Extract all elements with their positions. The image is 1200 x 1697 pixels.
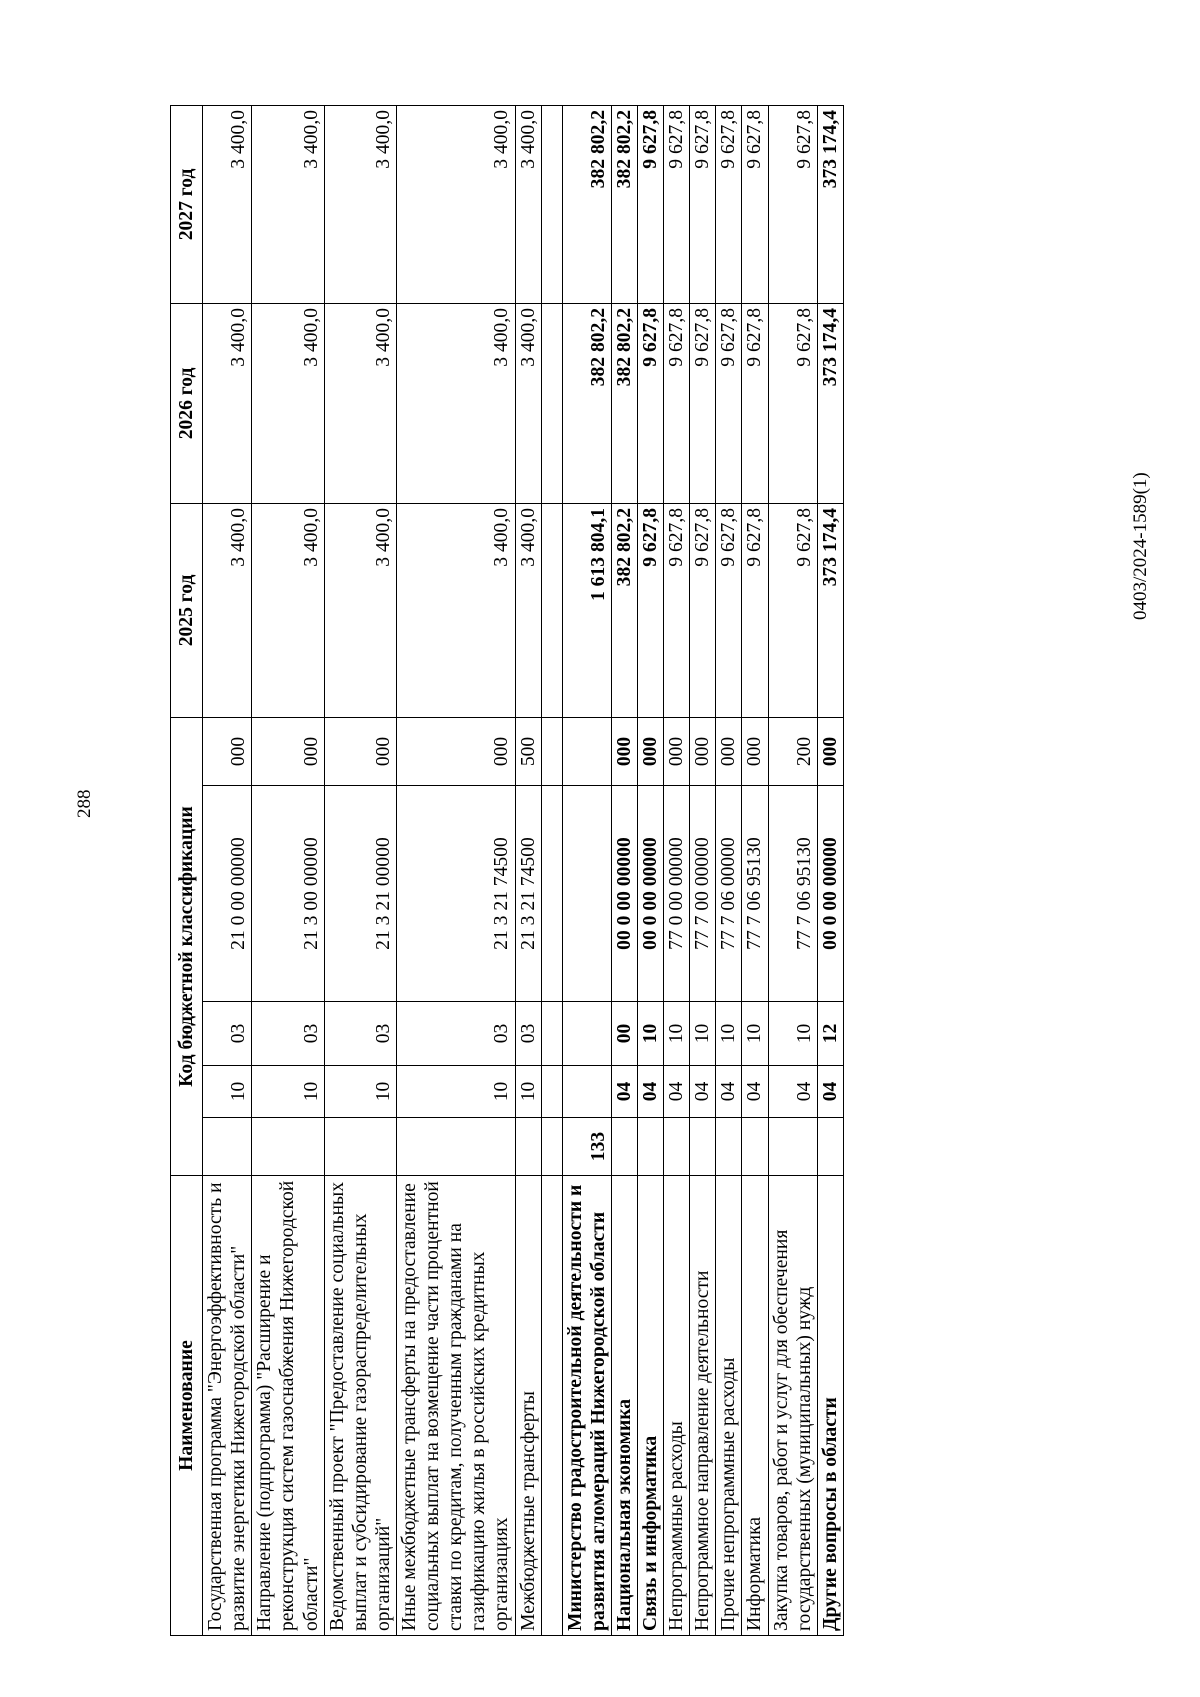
code-ministry <box>817 1118 843 1176</box>
value-2025: 1 613 804,1 <box>562 503 611 717</box>
code-section: 10 <box>252 1066 324 1118</box>
code-target: 77 7 06 95130 <box>742 786 768 1002</box>
value-2026: 9 627,8 <box>664 303 690 503</box>
header-2027: 2027 год <box>171 105 203 303</box>
value-2026: 373 174,4 <box>817 303 843 503</box>
code-section: 04 <box>611 1066 637 1118</box>
row-name: Непрограммные расходы <box>664 1176 690 1636</box>
code-target: 77 7 00 00000 <box>690 786 716 1002</box>
code-expense-type <box>562 717 611 785</box>
code-section: 10 <box>515 1066 541 1118</box>
header-name: Наименование <box>171 1176 203 1636</box>
row-name: Межбюджетные трансферты <box>515 1176 541 1636</box>
code-subsection: 03 <box>515 1002 541 1066</box>
code-ministry <box>664 1118 690 1176</box>
value-2026: 9 627,8 <box>768 303 817 503</box>
value-2025: 9 627,8 <box>716 503 742 717</box>
value-2026: 9 627,8 <box>716 303 742 503</box>
header-2026: 2026 год <box>171 303 203 503</box>
code-expense-type: 000 <box>742 717 768 785</box>
row-name: Иные межбюджетные трансферты на предоставление социальных выплат на возмещение части процентной ставки по кредитам, полученным гражданами на газификацию жилья в российских кредитных организациях <box>396 1176 515 1636</box>
value-2027: 382 802,2 <box>562 105 611 303</box>
empty-cell <box>541 503 562 717</box>
value-2027: 373 174,4 <box>817 105 843 303</box>
row-name: Государственная программа "Энергоэффективность и развитие энергетики Нижегородской области" <box>203 1176 252 1636</box>
code-subsection: 10 <box>690 1002 716 1066</box>
code-section: 10 <box>324 1066 396 1118</box>
value-2027: 9 627,8 <box>742 105 768 303</box>
code-expense-type: 000 <box>637 717 663 785</box>
code-ministry <box>690 1118 716 1176</box>
code-subsection: 10 <box>637 1002 663 1066</box>
empty-cell <box>541 303 562 503</box>
code-target: 00 0 00 00000 <box>637 786 663 1002</box>
code-subsection: 10 <box>768 1002 817 1066</box>
code-target: 77 7 06 95130 <box>768 786 817 1002</box>
code-target: 77 0 00 00000 <box>664 786 690 1002</box>
row-name: Прочие непрограммные расходы <box>716 1176 742 1636</box>
code-expense-type: 000 <box>817 717 843 785</box>
row-name: Другие вопросы в области <box>817 1176 843 1636</box>
code-ministry <box>742 1118 768 1176</box>
value-2025: 9 627,8 <box>742 503 768 717</box>
code-target: 21 0 00 00000 <box>203 786 252 1002</box>
row-name: Закупка товаров, работ и услуг для обеспечения государственных (муниципальных) нужд <box>768 1176 817 1636</box>
code-ministry <box>396 1118 515 1176</box>
value-2027: 9 627,8 <box>690 105 716 303</box>
code-target: 77 7 06 00000 <box>716 786 742 1002</box>
row-name: Связь и информатика <box>637 1176 663 1636</box>
empty-cell <box>541 786 562 1002</box>
value-2027: 382 802,2 <box>611 105 637 303</box>
value-2025: 9 627,8 <box>690 503 716 717</box>
table-row <box>515 105 541 1635</box>
code-target: 21 3 00 00000 <box>252 786 324 1002</box>
table-row <box>716 105 742 1635</box>
code-expense-type: 000 <box>664 717 690 785</box>
code-target: 00 0 00 00000 <box>611 786 637 1002</box>
value-2025: 3 400,0 <box>324 503 396 717</box>
table-row <box>817 105 843 1635</box>
code-section: 04 <box>637 1066 663 1118</box>
code-ministry <box>637 1118 663 1176</box>
row-name: Министерство градостроительной деятельности и развития агломераций Нижегородской области <box>562 1176 611 1636</box>
table-row <box>768 105 817 1635</box>
value-2025: 373 174,4 <box>817 503 843 717</box>
code-subsection: 03 <box>324 1002 396 1066</box>
code-target <box>562 786 611 1002</box>
empty-cell <box>541 1118 562 1176</box>
code-section: 04 <box>690 1066 716 1118</box>
code-target: 21 3 21 00000 <box>324 786 396 1002</box>
code-subsection: 10 <box>664 1002 690 1066</box>
value-2026: 382 802,2 <box>562 303 611 503</box>
value-2027: 3 400,0 <box>396 105 515 303</box>
value-2026: 3 400,0 <box>324 303 396 503</box>
value-2026: 3 400,0 <box>252 303 324 503</box>
code-target: 00 0 00 00000 <box>817 786 843 1002</box>
code-expense-type: 000 <box>716 717 742 785</box>
value-2025: 9 627,8 <box>637 503 663 717</box>
empty-cell <box>541 717 562 785</box>
header-2025: 2025 год <box>171 503 203 717</box>
table-row <box>252 105 324 1635</box>
code-section: 04 <box>817 1066 843 1118</box>
document-code: 0403/2024-1589(1) <box>1130 472 1151 620</box>
code-expense-type: 000 <box>324 717 396 785</box>
value-2026: 9 627,8 <box>742 303 768 503</box>
code-ministry <box>324 1118 396 1176</box>
spacer-row <box>541 105 562 1635</box>
value-2025: 3 400,0 <box>396 503 515 717</box>
table-row <box>611 105 637 1635</box>
budget-table <box>170 105 844 1636</box>
value-2026: 3 400,0 <box>203 303 252 503</box>
code-section: 04 <box>742 1066 768 1118</box>
value-2026: 382 802,2 <box>611 303 637 503</box>
row-name: Информатика <box>742 1176 768 1636</box>
rotated-table-container <box>170 106 1060 1636</box>
code-expense-type: 000 <box>252 717 324 785</box>
empty-cell <box>541 1176 562 1636</box>
value-2025: 3 400,0 <box>203 503 252 717</box>
table-row <box>742 105 768 1635</box>
row-name: Национальная экономика <box>611 1176 637 1636</box>
value-2025: 9 627,8 <box>664 503 690 717</box>
code-target: 21 3 21 74500 <box>515 786 541 1002</box>
header-row <box>171 105 203 1635</box>
row-name: Непрограммное направление деятельности <box>690 1176 716 1636</box>
value-2026: 9 627,8 <box>637 303 663 503</box>
code-section: 04 <box>664 1066 690 1118</box>
code-subsection: 03 <box>203 1002 252 1066</box>
value-2026: 3 400,0 <box>396 303 515 503</box>
code-subsection: 10 <box>716 1002 742 1066</box>
table-row <box>324 105 396 1635</box>
code-expense-type: 000 <box>203 717 252 785</box>
table-row <box>203 105 252 1635</box>
value-2027: 3 400,0 <box>324 105 396 303</box>
table-row <box>562 105 611 1635</box>
value-2026: 9 627,8 <box>690 303 716 503</box>
code-ministry <box>611 1118 637 1176</box>
code-ministry <box>515 1118 541 1176</box>
code-subsection: 00 <box>611 1002 637 1066</box>
code-expense-type: 000 <box>396 717 515 785</box>
table-row <box>637 105 663 1635</box>
empty-cell <box>541 1066 562 1118</box>
value-2027: 9 627,8 <box>637 105 663 303</box>
code-section: 10 <box>203 1066 252 1118</box>
value-2025: 9 627,8 <box>768 503 817 717</box>
row-name: Направление (подпрограмма) "Расширение и реконструкция систем газоснабжения Нижегородской области" <box>252 1176 324 1636</box>
code-ministry <box>716 1118 742 1176</box>
value-2027: 3 400,0 <box>252 105 324 303</box>
value-2025: 3 400,0 <box>515 503 541 717</box>
code-expense-type: 000 <box>611 717 637 785</box>
table-row <box>690 105 716 1635</box>
page-number: 288 <box>74 789 95 818</box>
code-subsection: 03 <box>252 1002 324 1066</box>
table-row <box>396 105 515 1635</box>
value-2025: 382 802,2 <box>611 503 637 717</box>
value-2025: 3 400,0 <box>252 503 324 717</box>
code-expense-type: 000 <box>690 717 716 785</box>
code-subsection <box>562 1002 611 1066</box>
code-expense-type: 500 <box>515 717 541 785</box>
code-ministry <box>768 1118 817 1176</box>
code-ministry: 133 <box>562 1118 611 1176</box>
value-2027: 9 627,8 <box>664 105 690 303</box>
code-subsection: 12 <box>817 1002 843 1066</box>
code-section: 04 <box>716 1066 742 1118</box>
value-2026: 3 400,0 <box>515 303 541 503</box>
header-code-group: Код бюджетной классификации <box>171 717 203 1175</box>
code-section: 10 <box>396 1066 515 1118</box>
code-ministry <box>203 1118 252 1176</box>
code-subsection: 03 <box>396 1002 515 1066</box>
code-ministry <box>252 1118 324 1176</box>
row-name: Ведомственный проект "Предоставление социальных выплат и субсидирование газораспределительных организаций" <box>324 1176 396 1636</box>
code-expense-type: 200 <box>768 717 817 785</box>
code-subsection: 10 <box>742 1002 768 1066</box>
table-body <box>203 105 844 1635</box>
empty-cell <box>541 1002 562 1066</box>
value-2027: 9 627,8 <box>768 105 817 303</box>
value-2027: 9 627,8 <box>716 105 742 303</box>
code-target: 21 3 21 74500 <box>396 786 515 1002</box>
code-section: 04 <box>768 1066 817 1118</box>
empty-cell <box>541 105 562 303</box>
value-2027: 3 400,0 <box>203 105 252 303</box>
value-2027: 3 400,0 <box>515 105 541 303</box>
table-row <box>664 105 690 1635</box>
code-section <box>562 1066 611 1118</box>
